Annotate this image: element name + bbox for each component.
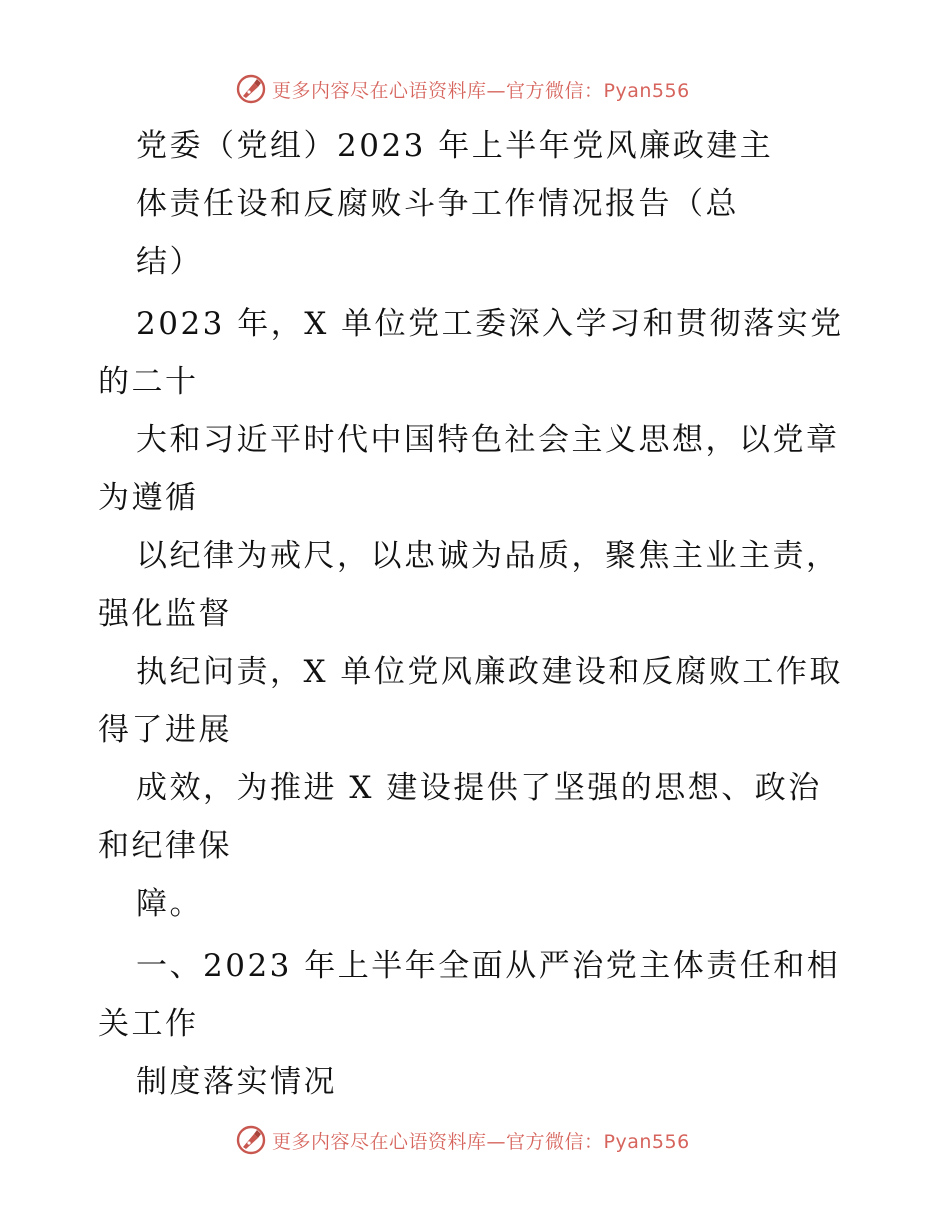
paragraph-line: 2023 年，X 单位党工委深入学习和贯彻落实党 [136,306,844,342]
watermark-banner-top [236,72,690,106]
section-heading-line: 一、2023 年上半年全面从严治党主体责任和相 [136,948,841,984]
section-heading-line: 制度落实情况 [136,1064,337,1100]
watermark-banner-bottom [236,1123,690,1157]
watermark-text-bottom: 更多内容尽在心语资料库—官方微信：Pyan556 [272,1130,690,1153]
paragraph-line: 以纪律为戒尺，以忠诚为品质，聚焦主业主责， [136,538,840,574]
paragraph-line: 得了进展 [98,712,232,748]
document-title-line-1: 党委（党组）2023 年上半年党风廉政建主 [136,128,774,164]
paragraph-line: 为遵循 [98,480,199,516]
document-title-line-3: 结） [136,244,203,280]
document-title-line-2: 体责任设和反腐败斗争工作情况报告（总 [136,186,739,222]
pen-nib-logo-icon [236,74,266,104]
paragraph-line: 大和习近平时代中国特色社会主义思想，以党章 [136,422,840,458]
paragraph-line: 执纪问责，X 单位党风廉政建设和反腐败工作取 [136,654,843,690]
section-heading-line: 关工作 [98,1006,199,1042]
pen-nib-logo-icon [236,1125,266,1155]
paragraph-line: 强化监督 [98,596,232,632]
paragraph-line: 障。 [136,886,203,922]
paragraph-line: 成效，为推进 X 建设提供了坚强的思想、政治 [136,770,822,806]
paragraph-line: 的二十 [98,364,199,400]
paragraph-line: 和纪律保 [98,828,232,864]
watermark-text-top: 更多内容尽在心语资料库—官方微信：Pyan556 [272,79,690,102]
